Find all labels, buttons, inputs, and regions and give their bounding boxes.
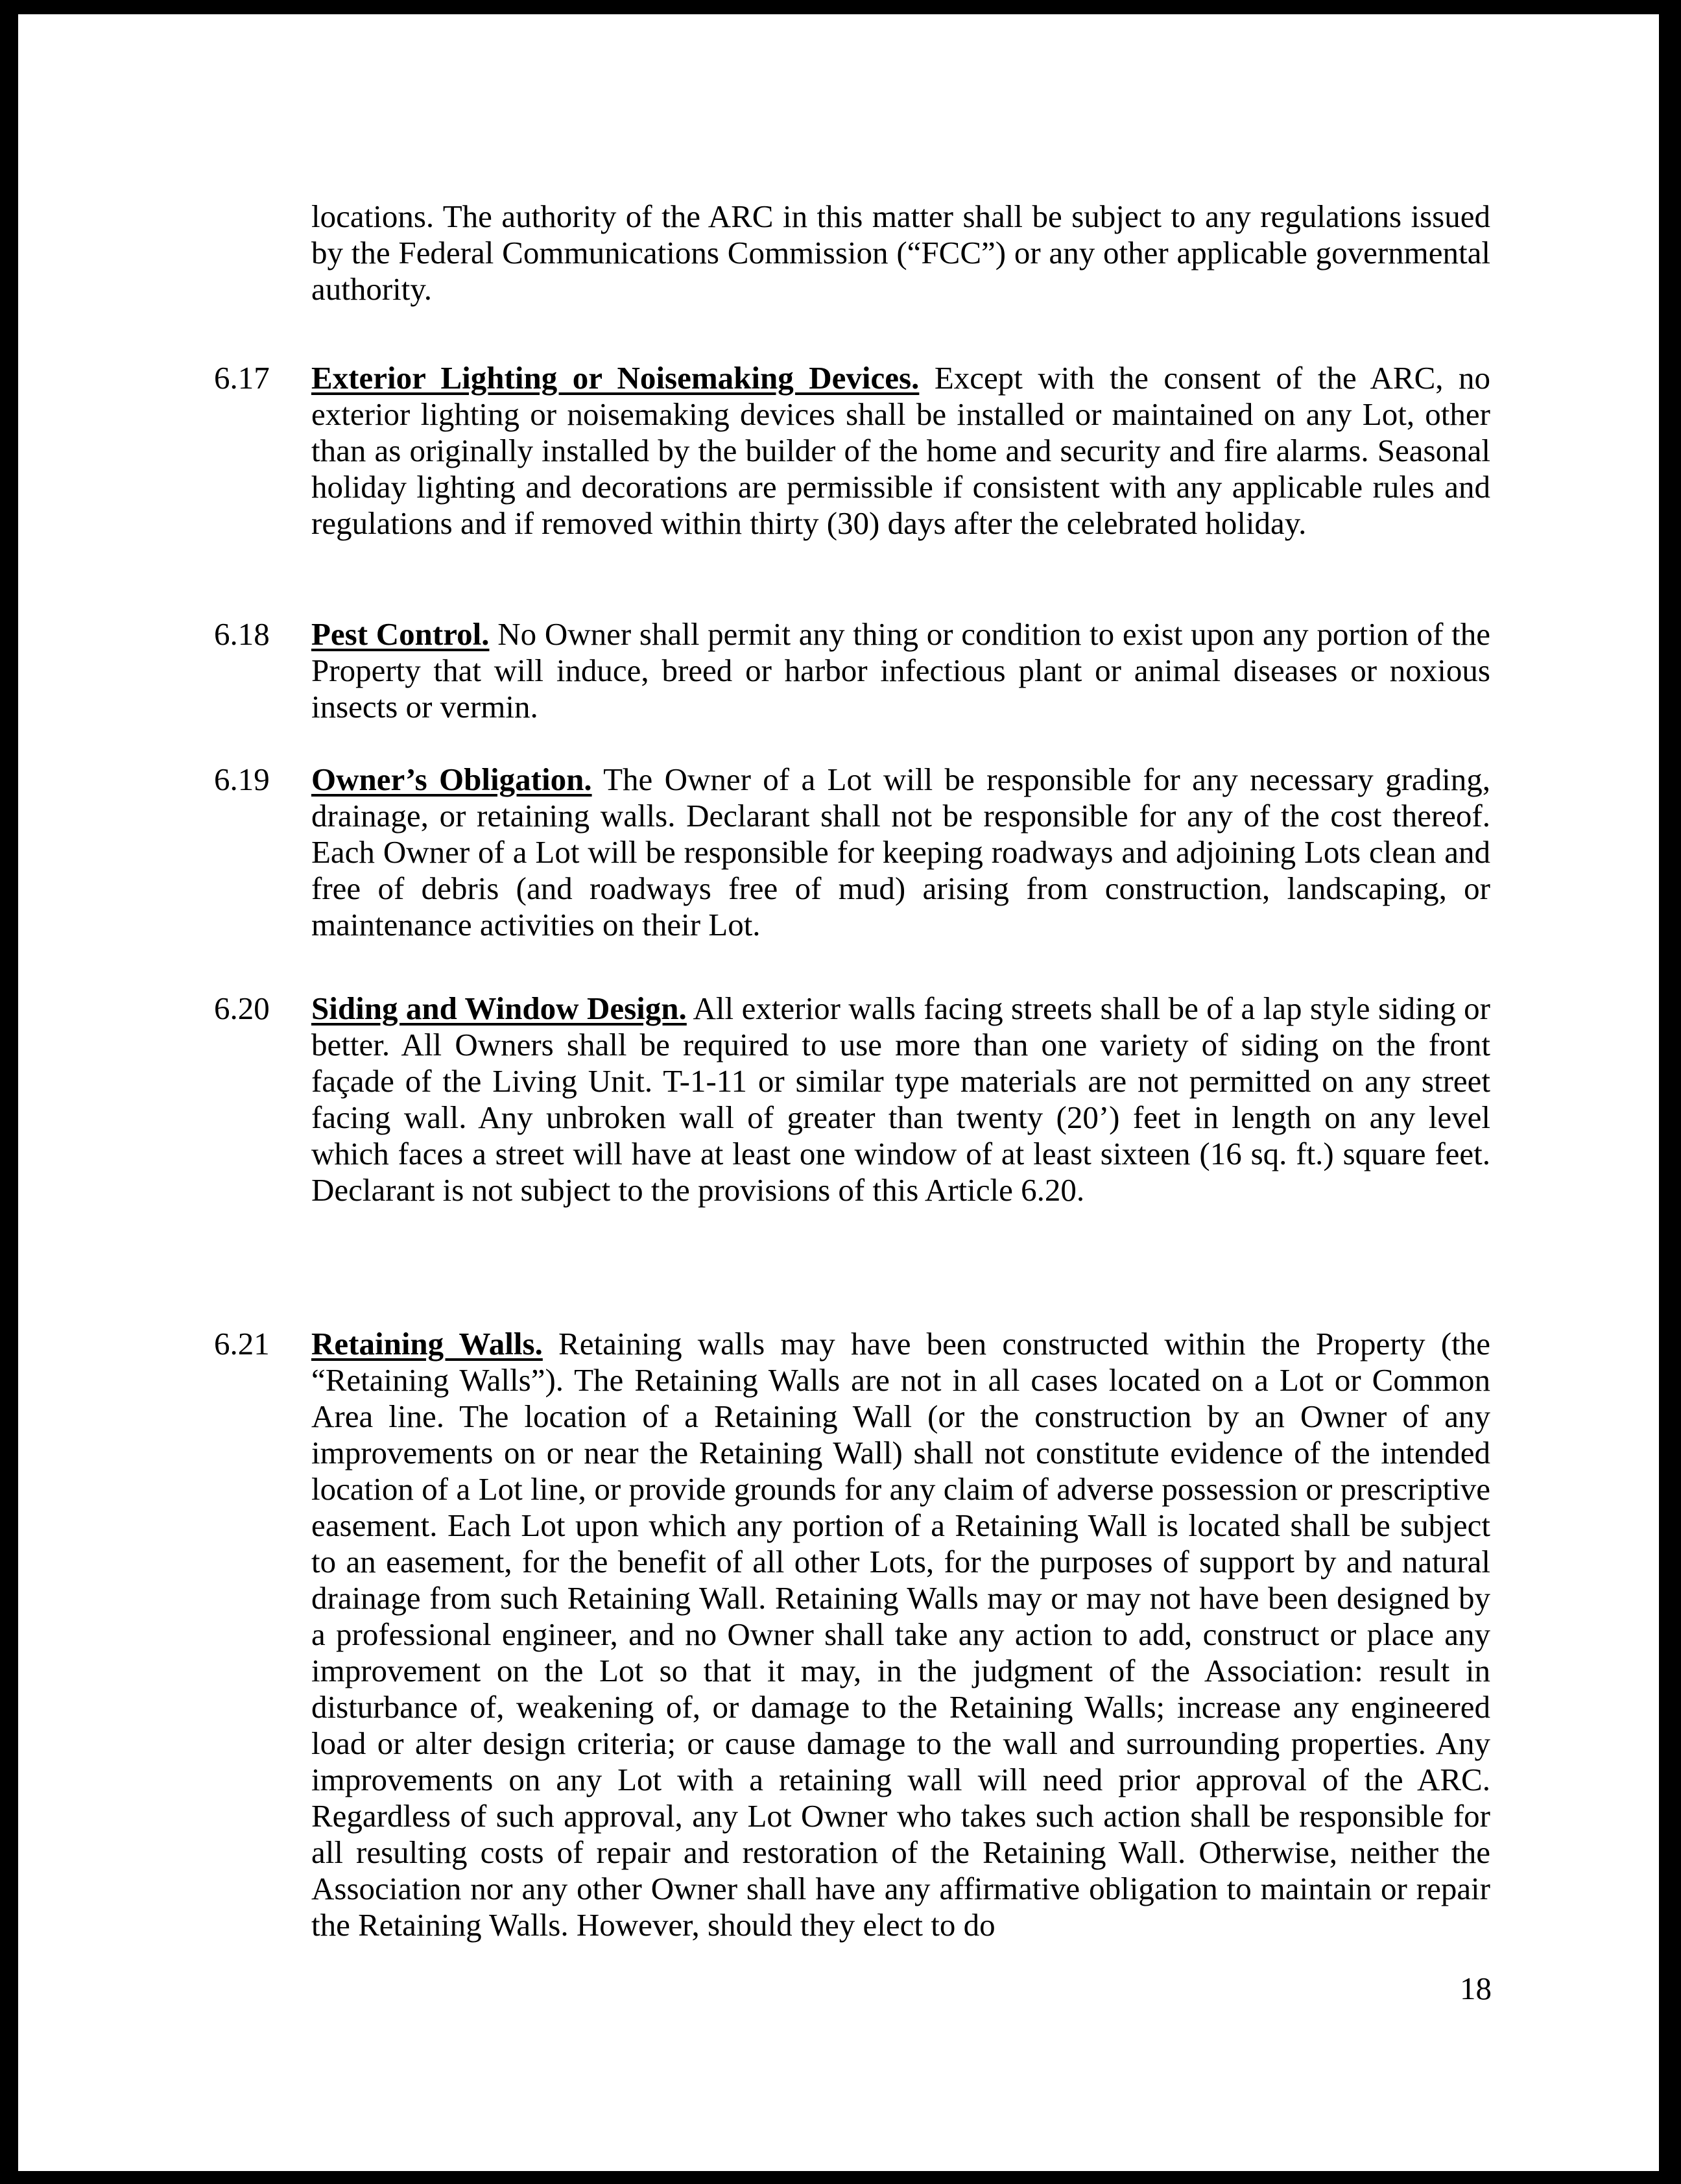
section-body bbox=[311, 762, 1490, 943]
section-body bbox=[311, 990, 1490, 1208]
section-body bbox=[311, 1326, 1490, 1943]
section-text: All exterior walls facing streets shall be of a lap style siding or better. All Owners shall be required to use more than one variety of siding on the front façade of the Living Unit. T-1-11 or similar type materials are not permitted on any street facing wall. Any unbroken wall of greater than twenty (20’) feet in length on any level which faces a street will have at least one window of at least sixteen (16 sq. ft.) square feet. Declarant is not subject to the provisions of this Article 6.20. bbox=[311, 990, 1490, 1208]
document-page bbox=[18, 14, 1659, 2171]
section-heading: Owner’s Obligation. bbox=[311, 762, 592, 797]
section-text: Except with the consent of the ARC, no exterior lighting or noisemaking devices shall be installed or maintained on any Lot, other than as originally installed by the builder of the home and security and fire alarms. Seasonal holiday lighting and decorations are permissible if consistent with any applicable rules and regulations and if removed within thirty (30) days after the celebrated holiday. bbox=[311, 360, 1490, 541]
section-number: 6.17 bbox=[214, 360, 270, 396]
section-body bbox=[311, 616, 1490, 725]
page-content bbox=[18, 14, 1659, 2171]
section-body bbox=[311, 360, 1490, 542]
section-number: 6.20 bbox=[214, 990, 270, 1026]
section-heading: Pest Control. bbox=[311, 616, 490, 652]
section-heading: Exterior Lighting or Noisemaking Devices. bbox=[311, 360, 920, 396]
page-number: 18 bbox=[1460, 1971, 1492, 2006]
section-number: 6.18 bbox=[214, 616, 270, 652]
section-number: 6.21 bbox=[214, 1326, 270, 1362]
section-heading: Retaining Walls. bbox=[311, 1326, 543, 1362]
section-number: 6.19 bbox=[214, 762, 270, 797]
section-text: The Owner of a Lot will be responsible for any necessary grading, drainage, or retaining walls. Declarant shall not be responsible for any of the cost thereof. Each Owner of a Lot will be responsible for keeping roadways and adjoining Lots clean and free of debris (and roadways free of mud) arising from construction, landscaping, or maintenance activities on their Lot. bbox=[311, 762, 1490, 942]
section-text: No Owner shall permit any thing or condition to exist upon any portion of the Property that will induce, breed or harbor infectious plant or animal diseases or noxious insects or vermin. bbox=[311, 616, 1491, 725]
section-heading: Siding and Window Design. bbox=[311, 990, 687, 1026]
continuation-paragraph: locations. The authority of the ARC in this matter shall be subject to any regulations issued by the Federal Communications Commission (“FCC”) or any other applicable governmental authority. bbox=[311, 198, 1490, 307]
section-text: Retaining walls may have been constructed within the Property (the “Retaining Walls”). The Retaining Walls are not in all cases located on a Lot or Common Area line. The location of a Retaining Wall (or the construction by an Owner of any improvements on or near the Retaining Wall) shall not constitute evidence of the intended location of a Lot line, or provide grounds for any claim of adverse possession or prescriptive easement. Each Lot upon which any portion of a Retaining Wall is located shall be subject to an easement, for the benefit of all other Lots, for the purposes of support by and natural drainage from such Retaining Wall. Retaining Walls may or may not have been designed by a professional engineer, and no Owner shall take any action to add, construct or place any improvement on the Lot so that it may, in the judgment of the Association: result in disturbance of, weakening of, or damage to the Retaining Walls; increase any engineered load or alter design criteria; or cause damage to the wall and surrounding properties. Any improvements on any Lot with a retaining wall will need prior approval of the ARC. Regardless of such approval, any Lot Owner who takes such action shall be responsible for all resulting costs of repair and restoration of the Retaining Wall. Otherwise, neither the Association nor any other Owner shall have any affirmative obligation to maintain or repair the Retaining Walls. However, should they elect to do bbox=[311, 1326, 1491, 1943]
